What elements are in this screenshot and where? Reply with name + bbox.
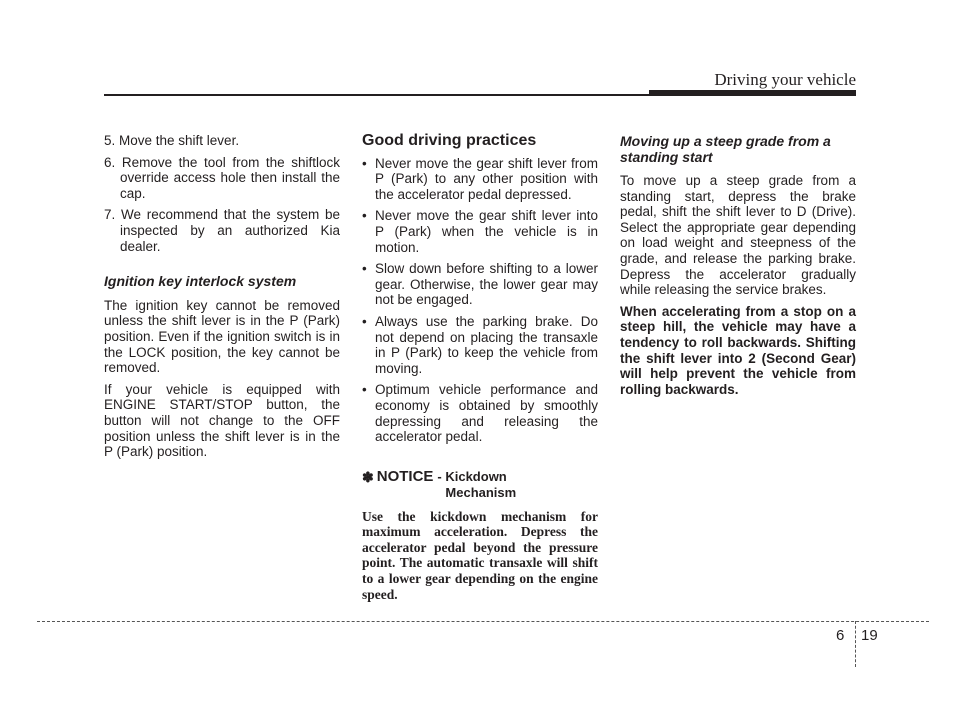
column-left [104,133,340,466]
notice-box [362,469,598,603]
bullet-icon: • [362,313,367,329]
list-item: • Always use the parking brake. Do not depend on placing the transaxle in P (Park) to keep the vehicle from moving. [362,313,598,376]
notice-asterisk-icon: ✽ [362,468,374,485]
notice-body: Use the kickdown mechanism for maximum acceleration. Depress the accelerator pedal beyond the pressure point. The automatic transaxle will shift to a lower gear depending on the engine speed. [362,508,598,602]
footer-rule [37,621,929,622]
notice-subtitle: - Kickdown Mechanism [437,468,517,500]
ignition-interlock-paragraph-1: The ignition key cannot be removed unless the shift lever is in the P (Park) position. Even if the ignition switch is in the LOCK position, the key cannot be removed. [104,297,340,376]
steep-grade-warning: When accelerating from a stop on a steep hill, the vehicle may have a tendency to roll backwards. Shifting the shift lever into 2 (Second Gear) will help prevent the vehicle from rolling backwards. [620,303,856,397]
list-item: • Never move the gear shift lever from P (Park) to any other position with the accelerator pedal depressed. [362,155,598,202]
list-item: • Slow down before shifting to a lower gear. Otherwise, the lower gear may not be engaged. [362,261,598,308]
bullet-icon: • [362,382,367,398]
ignition-interlock-paragraph-2: If your vehicle is equipped with ENGINE START/STOP button, the button will not change to the OFF position unless the shift lever is in the P (Park) position. [104,381,340,460]
section-number: 6 [836,627,845,644]
step-5: 5. Move the shift lever. [104,133,240,148]
ignition-interlock-subheading: Ignition key interlock system [104,273,297,290]
bullet-icon: • [362,261,367,277]
bullet-icon: • [362,208,367,224]
header-rule-accent [649,90,856,96]
column-right [620,133,856,397]
step-7: 7. We recommend that the system be inspected by an authorized Kia dealer. [104,207,340,254]
page-header-title: Driving your vehicle [714,70,856,89]
driving-practices-list [362,156,598,445]
list-item: • Never move the gear shift lever into P (Park) when the vehicle is in motion. [362,208,598,255]
steep-grade-subheading: Moving up a steep grade from a standing start [620,133,831,165]
notice-title [362,469,598,501]
notice-label: NOTICE [376,467,434,485]
page-number: 19 [861,627,878,644]
step-6: 6. Remove the tool from the shiftlock override access hole then install the cap. [104,154,340,201]
steep-grade-paragraph: To move up a steep grade from a standing start, depress the brake pedal, shift the shift lever to D (Drive). Select the appropriate gear depending on load weight and steepness of the grade, and release the parking brake. Depress the accelerator gradually while releasing the service brakes. [620,173,856,298]
good-driving-heading: Good driving practices [362,132,537,149]
list-item: • Optimum vehicle performance and economy is obtained by smoothly depressing and releasing the accelerator pedal. [362,382,598,445]
bullet-icon: • [362,155,367,171]
footer-divider [855,621,856,667]
column-middle [362,133,598,602]
header-rule [104,94,649,96]
